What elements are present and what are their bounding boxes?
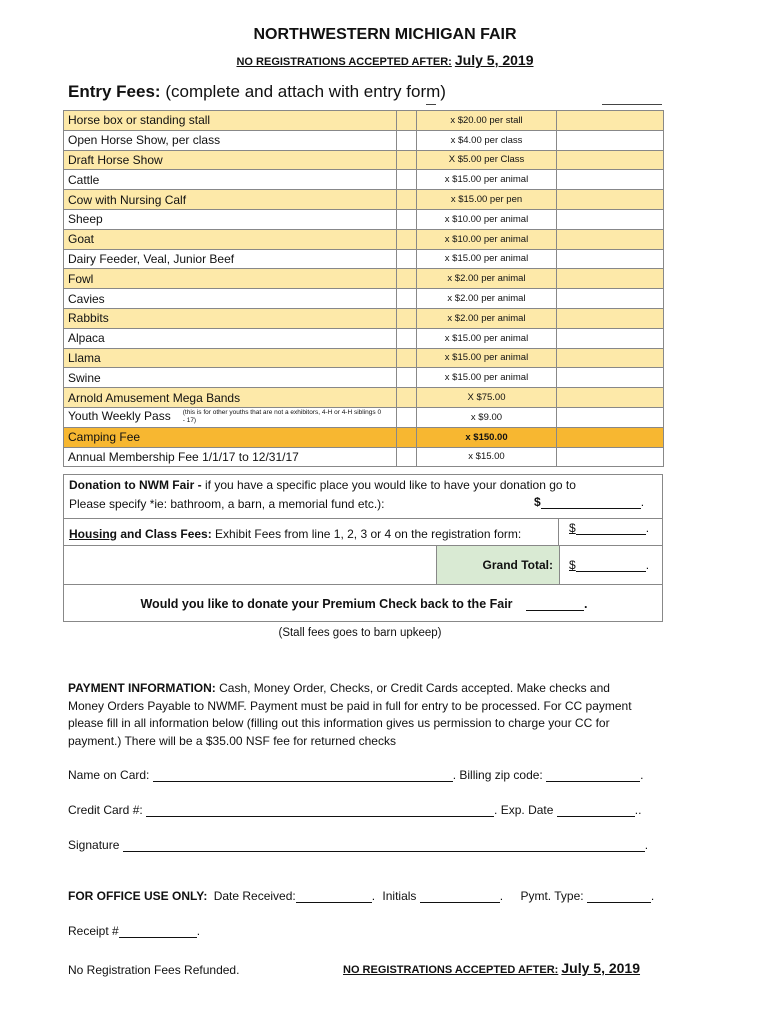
fee-rate: X $5.00 per Class bbox=[417, 150, 557, 170]
fee-item-label: Annual Membership Fee 1/1/17 to 12/31/17 bbox=[68, 449, 299, 464]
housing-amount-field[interactable]: $ . bbox=[569, 521, 650, 535]
fee-row bbox=[64, 447, 664, 467]
fee-table bbox=[63, 110, 664, 467]
class-fees-label: and Class Fees: bbox=[117, 527, 212, 541]
fee-rate: x $2.00 per animal bbox=[417, 308, 557, 328]
fee-quantity-input[interactable] bbox=[397, 130, 417, 150]
heading-rule bbox=[602, 104, 662, 105]
office-use-row: FOR OFFICE USE ONLY: Date Received: . Initials . Pymt. Type: . bbox=[68, 889, 655, 903]
payment-text: Cash, Money Order, Checks, or Credit Cards accepted. Make checks and Money Orders Payable to NWMF. Payment must be paid in full for entry to be processed. For CC payment please fill in all information below (filling out this information gives us permission to charge your CC for payment.) There will be a $35.00 NSF fee for returned checks bbox=[68, 681, 632, 748]
footer-deadline-date: July 5, 2019 bbox=[561, 960, 641, 976]
fee-quantity-input[interactable] bbox=[397, 289, 417, 309]
fee-quantity-input[interactable] bbox=[397, 190, 417, 210]
fee-item-label: Dairy Feeder, Veal, Junior Beef bbox=[68, 251, 235, 266]
payment-info bbox=[68, 680, 638, 750]
fee-rate: x $15.00 per animal bbox=[417, 328, 557, 348]
housing-text: Exhibit Fees from line 1, 2, 3 or 4 on the registration form: bbox=[211, 527, 522, 541]
fee-row bbox=[64, 249, 664, 269]
initials-label: Initials bbox=[382, 889, 417, 903]
grand-total-label: Grand Total: bbox=[482, 558, 553, 572]
deadline-date: July 5, 2019 bbox=[454, 52, 534, 68]
date-received-label: Date Received: bbox=[213, 889, 296, 903]
signature-row: Signature . bbox=[68, 838, 649, 852]
fee-total-input[interactable] bbox=[557, 229, 664, 249]
name-on-card-row: Name on Card: . Billing zip code: . bbox=[68, 768, 644, 782]
fee-item bbox=[64, 308, 397, 328]
fee-item bbox=[64, 388, 397, 408]
fee-item bbox=[64, 209, 397, 229]
fee-rate: x $4.00 per class bbox=[417, 130, 557, 150]
fee-rate: x $20.00 per stall bbox=[417, 111, 557, 131]
donation-amount: $ bbox=[534, 495, 541, 509]
fee-item bbox=[64, 229, 397, 249]
grand-total-cell bbox=[436, 546, 560, 584]
fee-total-input[interactable] bbox=[557, 407, 664, 427]
billing-zip-label: Billing zip code: bbox=[459, 768, 543, 782]
fee-row bbox=[64, 209, 664, 229]
receipt-row: Receipt # . bbox=[68, 924, 201, 938]
fee-row bbox=[64, 150, 664, 170]
fee-item-label: Draft Horse Show bbox=[68, 152, 163, 167]
fee-row bbox=[64, 190, 664, 210]
stall-note: (Stall fees goes to barn upkeep) bbox=[278, 627, 442, 639]
grand-total-section bbox=[63, 545, 663, 585]
fee-item bbox=[64, 289, 397, 309]
fee-row bbox=[64, 328, 664, 348]
payment-label: PAYMENT INFORMATION: bbox=[68, 681, 216, 695]
fee-total-input[interactable] bbox=[557, 209, 664, 229]
fee-rate: x $10.00 per animal bbox=[417, 209, 557, 229]
deadline-notice bbox=[0, 52, 770, 68]
footer-deadline-label: NO REGISTRATIONS ACCEPTED AFTER: bbox=[343, 964, 559, 976]
credit-card-label: Credit Card #: bbox=[68, 803, 143, 817]
receipt-input[interactable] bbox=[119, 937, 197, 938]
credit-card-input[interactable] bbox=[146, 816, 494, 817]
premium-answer-field[interactable] bbox=[526, 610, 584, 611]
housing-line bbox=[69, 527, 521, 541]
receipt-label: Receipt # bbox=[68, 924, 119, 938]
youth-pass-note: (this is for other youths that are not a exhibitors, 4-H or 4-H siblings 0 - 17) bbox=[182, 409, 382, 425]
fee-item-label: Llama bbox=[68, 350, 101, 365]
fee-quantity-input[interactable] bbox=[397, 348, 417, 368]
fee-quantity-input[interactable] bbox=[397, 328, 417, 348]
grand-total-amount: $ bbox=[569, 558, 576, 572]
fee-item-label: Sheep bbox=[68, 212, 103, 227]
no-refund-note: No Registration Fees Refunded. bbox=[68, 963, 240, 977]
billing-zip-input[interactable] bbox=[546, 781, 640, 782]
premium-question: Would you like to donate your Premium Check back to the Fair bbox=[140, 597, 513, 611]
fee-total-input[interactable] bbox=[557, 269, 664, 289]
fee-row bbox=[64, 170, 664, 190]
fee-rate: x $9.00 bbox=[417, 407, 557, 427]
fee-row bbox=[64, 111, 664, 131]
fee-total-input[interactable] bbox=[557, 388, 664, 408]
fee-item bbox=[64, 150, 397, 170]
fee-row bbox=[64, 308, 664, 328]
fee-total-input[interactable] bbox=[557, 249, 664, 269]
fee-row bbox=[64, 368, 664, 388]
fee-total-input[interactable] bbox=[557, 447, 664, 467]
signature-input[interactable] bbox=[123, 851, 645, 852]
donation-amount-field[interactable]: $ . bbox=[534, 495, 645, 509]
fee-rate: x $10.00 per animal bbox=[417, 229, 557, 249]
fee-rate: x $15.00 per animal bbox=[417, 348, 557, 368]
initials-input[interactable] bbox=[420, 902, 500, 903]
fee-item-label: Swine bbox=[68, 370, 101, 385]
fee-row bbox=[64, 348, 664, 368]
footer-deadline bbox=[343, 960, 640, 976]
fee-total-input[interactable] bbox=[557, 427, 664, 447]
fee-item-label: Rabbits bbox=[68, 311, 109, 326]
fee-item bbox=[64, 249, 397, 269]
fee-quantity-input[interactable] bbox=[397, 388, 417, 408]
fee-item-label: Cattle bbox=[68, 172, 100, 187]
fee-item bbox=[64, 190, 397, 210]
premium-section bbox=[63, 584, 663, 622]
fee-total-input[interactable] bbox=[557, 308, 664, 328]
fee-item bbox=[64, 328, 397, 348]
housing-amount: $ bbox=[569, 521, 576, 535]
pymt-type-input[interactable] bbox=[587, 902, 651, 903]
fee-row bbox=[64, 269, 664, 289]
form-title: NORTHWESTERN MICHIGAN FAIR bbox=[253, 26, 517, 43]
fee-quantity-input[interactable] bbox=[397, 150, 417, 170]
fee-item bbox=[64, 447, 397, 467]
fee-item-label: Cavies bbox=[68, 291, 105, 306]
fee-item-label: Fowl bbox=[68, 271, 94, 286]
name-on-card-label: Name on Card: bbox=[68, 768, 150, 782]
fee-quantity-input[interactable] bbox=[397, 111, 417, 131]
fee-quantity-input[interactable] bbox=[397, 447, 417, 467]
fee-item bbox=[64, 170, 397, 190]
housing-label: Housing bbox=[69, 527, 117, 541]
fee-total-input[interactable] bbox=[557, 368, 664, 388]
fee-total-input[interactable] bbox=[557, 170, 664, 190]
fee-item bbox=[64, 427, 397, 447]
fee-item-label: Arnold Amusement Mega Bands bbox=[68, 390, 241, 405]
pymt-type-label: Pymt. Type: bbox=[520, 889, 584, 903]
fee-row bbox=[64, 130, 664, 150]
fee-total-input[interactable] bbox=[557, 150, 664, 170]
exp-date-label: Exp. Date bbox=[500, 803, 554, 817]
donation-label: Donation to NWM Fair - bbox=[69, 478, 202, 492]
fee-item-label: Camping Fee bbox=[68, 430, 141, 445]
fee-rate: x $15.00 bbox=[417, 447, 557, 467]
date-received-input[interactable] bbox=[296, 902, 372, 903]
name-on-card-input[interactable] bbox=[153, 781, 453, 782]
fee-row bbox=[64, 289, 664, 309]
fee-total-input[interactable] bbox=[557, 328, 664, 348]
fee-row bbox=[64, 229, 664, 249]
entry-fees-note: (complete and attach with entry form) bbox=[165, 82, 446, 101]
credit-card-row: Credit Card #: . Exp. Date .. bbox=[68, 803, 642, 817]
fee-item-label: Goat bbox=[68, 232, 95, 247]
heading-rule bbox=[426, 104, 436, 105]
housing-section bbox=[63, 518, 663, 546]
fee-rate: x $15.00 per pen bbox=[417, 190, 557, 210]
fee-quantity-input[interactable] bbox=[397, 170, 417, 190]
deadline-label: NO REGISTRATIONS ACCEPTED AFTER: bbox=[236, 56, 452, 68]
fee-rate: x $2.00 per animal bbox=[417, 269, 557, 289]
fee-rate: x $15.00 per animal bbox=[417, 368, 557, 388]
fee-item-label: Cow with Nursing Calf bbox=[68, 192, 187, 207]
premium-question-line: Would you like to donate your Premium Check back to the Fair . bbox=[140, 597, 588, 611]
fee-item bbox=[64, 348, 397, 368]
fee-quantity-input[interactable] bbox=[397, 407, 417, 427]
exp-date-input[interactable] bbox=[557, 816, 635, 817]
fee-quantity-input[interactable] bbox=[397, 427, 417, 447]
fee-item bbox=[64, 407, 397, 427]
fee-row bbox=[64, 427, 664, 447]
fee-total-input[interactable] bbox=[557, 130, 664, 150]
donation-line-1 bbox=[69, 478, 576, 492]
fee-item-label: Alpaca bbox=[68, 331, 105, 346]
grand-total-amount-field[interactable]: $ . bbox=[569, 558, 650, 572]
fee-quantity-input[interactable] bbox=[397, 308, 417, 328]
office-use-label: FOR OFFICE USE ONLY: bbox=[68, 889, 208, 903]
fee-total-input[interactable] bbox=[557, 348, 664, 368]
fee-rate: X $75.00 bbox=[417, 388, 557, 408]
fee-item bbox=[64, 130, 397, 150]
fee-item bbox=[64, 368, 397, 388]
fee-rate: x $15.00 per animal bbox=[417, 170, 557, 190]
entry-fees-label: Entry Fees: bbox=[68, 82, 161, 101]
fee-quantity-input[interactable] bbox=[397, 269, 417, 289]
fee-item-label: Youth Weekly Pass bbox=[68, 409, 171, 424]
fee-total-input[interactable] bbox=[557, 289, 664, 309]
fee-quantity-input[interactable] bbox=[397, 249, 417, 269]
fee-rate: x $2.00 per animal bbox=[417, 289, 557, 309]
fee-row bbox=[64, 388, 664, 408]
fee-quantity-input[interactable] bbox=[397, 229, 417, 249]
fee-item bbox=[64, 269, 397, 289]
fee-item-label: Open Horse Show, per class bbox=[68, 133, 221, 148]
fee-rate: x $150.00 bbox=[417, 427, 557, 447]
signature-label: Signature bbox=[68, 838, 120, 852]
fee-rate: x $15.00 per animal bbox=[417, 249, 557, 269]
donation-specify: Please specify *ie: bathroom, a barn, a memorial fund etc.): bbox=[69, 497, 385, 511]
donation-text: if you have a specific place you would like to have your donation go to bbox=[201, 478, 576, 492]
fee-total-input[interactable] bbox=[557, 111, 664, 131]
entry-fees-heading bbox=[68, 82, 446, 102]
fee-quantity-input[interactable] bbox=[397, 368, 417, 388]
fee-item-label: Horse box or standing stall bbox=[68, 113, 211, 128]
fee-row bbox=[64, 407, 664, 427]
donation-section bbox=[63, 474, 663, 519]
fee-item bbox=[64, 111, 397, 131]
fee-total-input[interactable] bbox=[557, 190, 664, 210]
fee-quantity-input[interactable] bbox=[397, 209, 417, 229]
